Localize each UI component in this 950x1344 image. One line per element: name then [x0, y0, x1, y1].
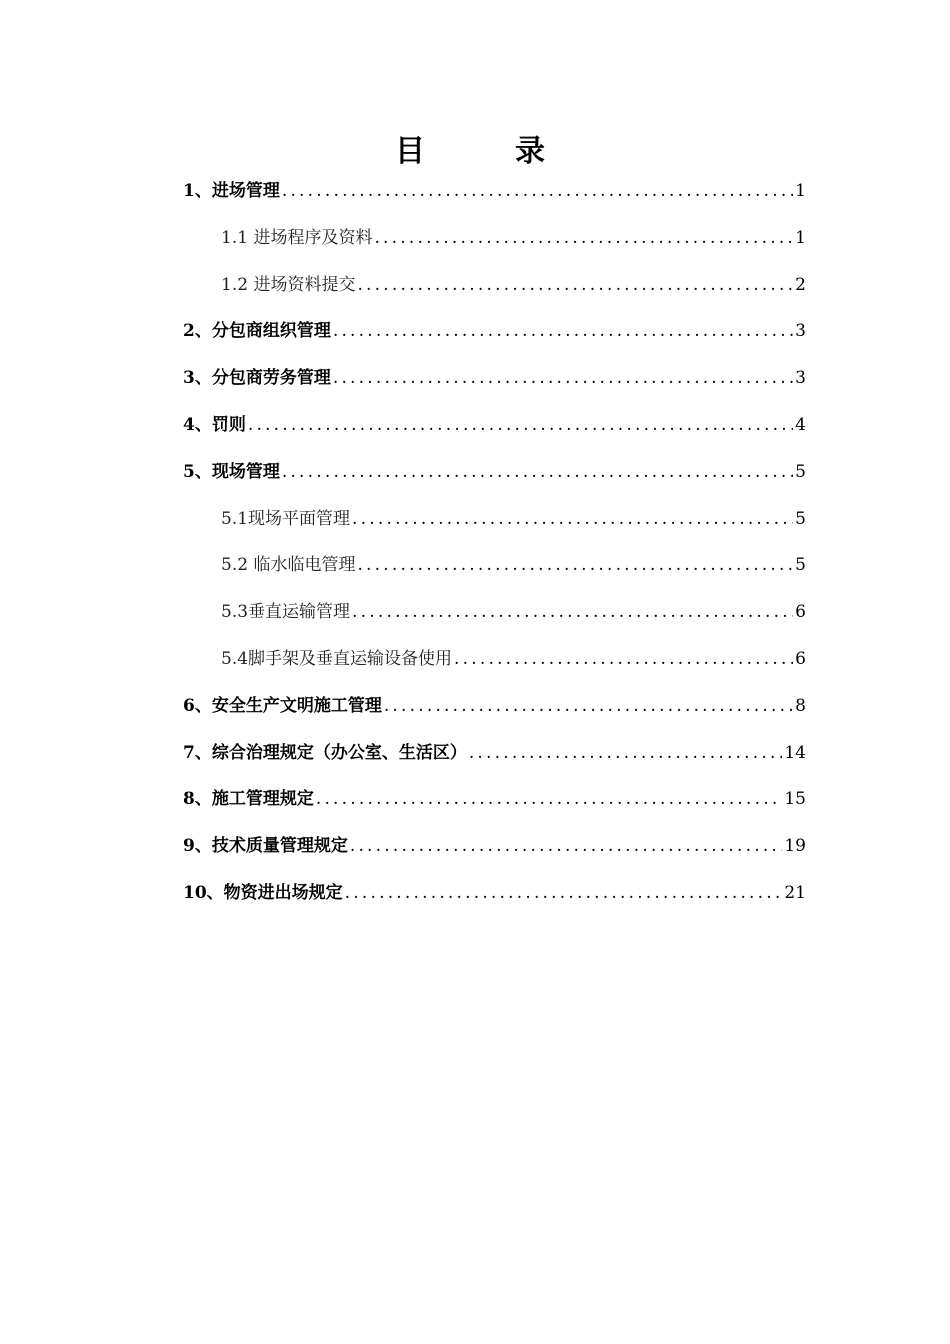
toc-entry[interactable]: [183, 730, 806, 777]
toc-dot-leader: [333, 355, 793, 402]
toc-page-number: 5: [795, 508, 806, 529]
toc-entry[interactable]: [183, 496, 806, 543]
toc-title: 目 录: [395, 134, 575, 169]
toc-entry[interactable]: [183, 870, 806, 917]
toc-page-number: 3: [795, 321, 806, 342]
toc-entry[interactable]: [183, 683, 806, 730]
toc-entry[interactable]: [183, 402, 806, 449]
toc-dot-leader: [350, 823, 783, 870]
toc-entry-text: 1、进场管理: [183, 181, 280, 201]
toc-page-number: 15: [784, 789, 806, 810]
toc-page-number: 21: [784, 882, 806, 903]
toc-entry[interactable]: [183, 823, 806, 870]
toc-entry-text: 2、分包商组织管理: [183, 321, 331, 342]
toc-entry[interactable]: [183, 636, 806, 683]
toc-page-number: 2: [795, 274, 806, 295]
toc-page-number: 4: [795, 414, 806, 435]
toc-entry-text: 3、分包商劳务管理: [183, 368, 331, 389]
toc-dot-leader: [352, 589, 793, 636]
toc-entry[interactable]: [183, 776, 806, 823]
toc-page-number: 1: [795, 181, 806, 201]
toc-entry[interactable]: [183, 308, 806, 355]
toc-dot-leader: [357, 542, 793, 589]
toc-page-number: 19: [784, 836, 806, 857]
toc-page-number: 8: [795, 695, 806, 716]
toc-entry[interactable]: [183, 262, 806, 309]
toc-dot-leader: [345, 870, 783, 917]
toc-entry-text: 5.2 临水临电管理: [221, 555, 356, 576]
toc-dot-leader: [333, 308, 793, 355]
toc-page-number: 5: [795, 555, 806, 576]
table-of-contents: [183, 168, 806, 917]
toc-entry-text: 5、现场管理: [183, 461, 280, 482]
toc-page-number: 1: [795, 227, 806, 248]
toc-page-number: 6: [795, 648, 806, 669]
toc-entry[interactable]: [183, 542, 806, 589]
toc-entry-text: 5.3垂直运输管理: [221, 602, 351, 623]
toc-entry-text: 4、罚则: [183, 414, 246, 435]
toc-entry[interactable]: [183, 168, 806, 215]
toc-entry-text: 9、技术质量管理规定: [183, 836, 348, 857]
toc-entry-text: 1.1 进场程序及资料: [221, 227, 373, 248]
toc-page-number: 3: [795, 368, 806, 389]
toc-entry[interactable]: [183, 449, 806, 496]
toc-dot-leader: [248, 402, 793, 449]
toc-page-number: 14: [784, 742, 806, 763]
toc-page-number: 5: [795, 461, 806, 482]
toc-entry[interactable]: [183, 215, 806, 262]
toc-entry-text: 5.1现场平面管理: [221, 508, 351, 529]
toc-entry[interactable]: [183, 589, 806, 636]
toc-dot-leader: [357, 262, 793, 309]
toc-dot-leader: [282, 168, 793, 215]
toc-entry-text: 10、物资进出场规定: [183, 882, 343, 903]
toc-entry-text: 6、安全生产文明施工管理: [183, 695, 382, 716]
toc-page-number: 6: [795, 602, 806, 623]
toc-entry[interactable]: [183, 355, 806, 402]
toc-dot-leader: [454, 636, 793, 683]
toc-dot-leader: [282, 449, 793, 496]
toc-entry-text: 8、施工管理规定: [183, 789, 314, 810]
toc-dot-leader: [316, 776, 783, 823]
toc-entry-text: 5.4脚手架及垂直运输设备使用: [221, 648, 453, 669]
toc-dot-leader: [374, 215, 793, 262]
toc-entry-text: 7、综合治理规定（办公室、生活区）: [183, 742, 467, 763]
toc-dot-leader: [352, 496, 793, 543]
toc-dot-leader: [384, 683, 793, 730]
toc-entry-text: 1.2 进场资料提交: [221, 274, 356, 295]
toc-dot-leader: [469, 730, 783, 777]
